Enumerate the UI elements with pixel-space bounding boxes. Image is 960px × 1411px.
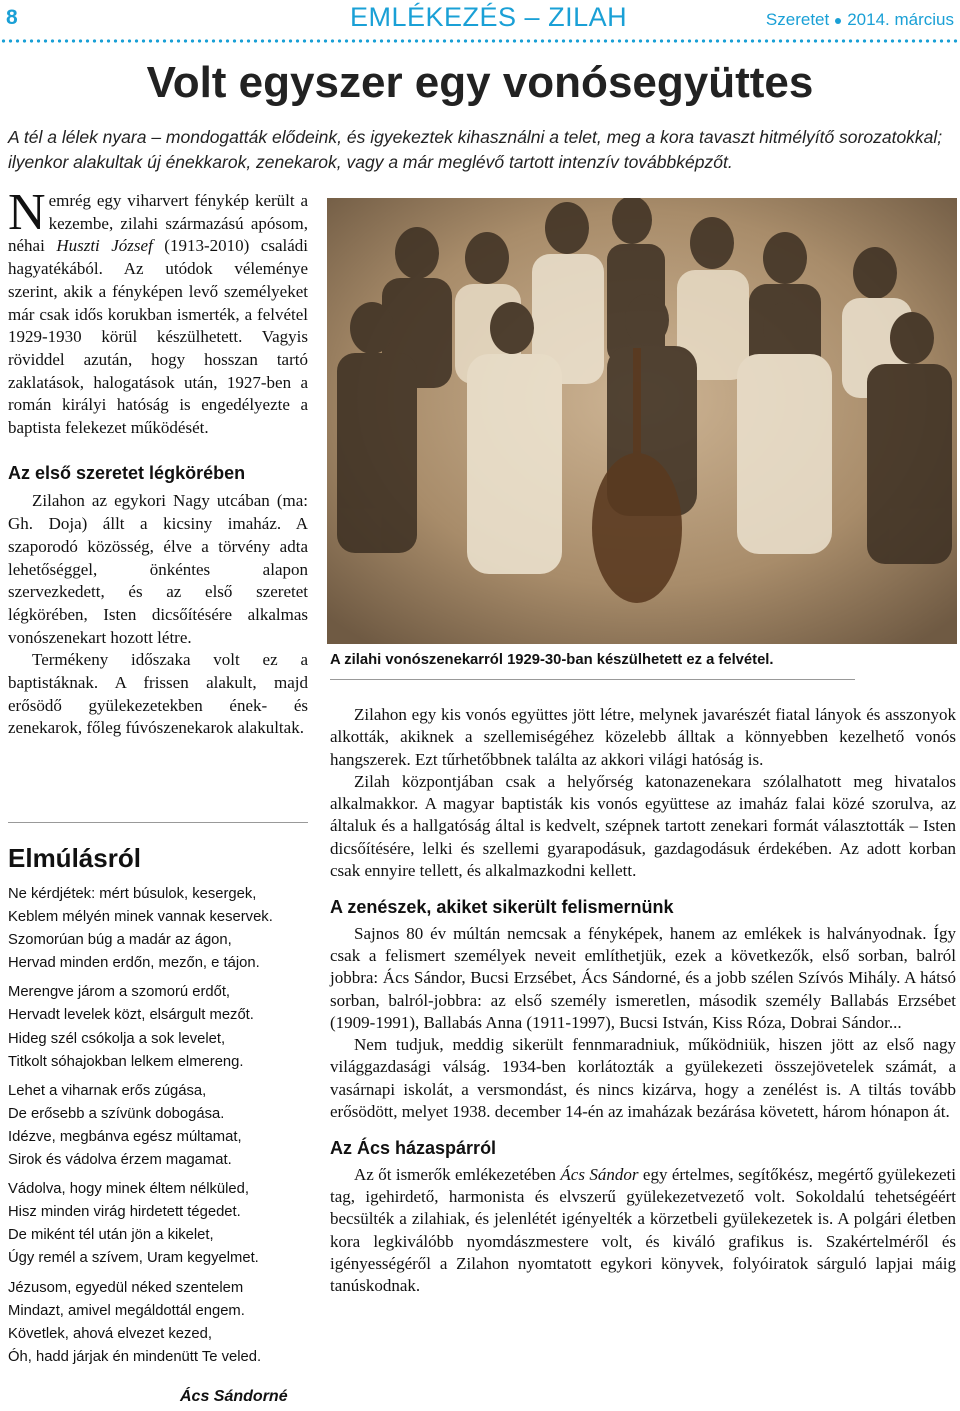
dotted-divider: [0, 39, 960, 43]
poem-line: Merengve járom a szomorú erdőt,: [8, 984, 231, 1001]
subheading: Az első szeretet légkörében: [8, 462, 246, 483]
photo-image: [327, 198, 957, 644]
historic-photo: [327, 198, 957, 644]
poem-line: Hervad minden erdőn, mezőn, e tájon.: [8, 955, 260, 972]
subheading: A zenészek, akiket sikerült felismernünk: [330, 897, 674, 918]
page-header: [0, 0, 960, 40]
poem-line: Követlek, ahová elvezet kezed,: [8, 1325, 212, 1342]
poem-line: Idézve, megbánva egész múltamat,: [8, 1128, 242, 1145]
section-title: EMLÉKEZÉS – ZILAH: [350, 2, 628, 32]
page-number: 8: [6, 6, 18, 29]
poem-line: Sirok és vádolva érzem magamat.: [8, 1152, 232, 1169]
poem-stanza: [8, 883, 308, 975]
drop-cap: N: [8, 184, 46, 241]
poem-line: Szomorúan búg a madár az ágon,: [8, 932, 232, 949]
article-lead: [8, 125, 953, 175]
paragraph: Zilah központjában csak a helyőrség katonazenekara szólalhatott meg hivatalos alkalmakkor. A magyar baptisták kis vonós együttese az imaház falai közé szorulva, az általuk és a hallgatóság által is kedvelt, szépnek tartott zenekari formát választották – Isten dicsőítésére, lelki és szellemi gyarapodásuk, gazdagodásuk érdekében. Az adott korban csak ennyire tellett, és alkalmazkodni kellett.: [330, 771, 956, 881]
poem-line: Ne kérdjétek: mért búsulok, kesergek,: [8, 886, 257, 902]
poem-stanza: [8, 1277, 308, 1369]
issue-date: 2014. március: [847, 10, 954, 29]
poem-stanza: [8, 1080, 308, 1172]
poem-stanza: [8, 981, 308, 1073]
divider: [330, 679, 855, 680]
poem-line: Óh, hadd járjak én mindenütt Te veled.: [8, 1348, 262, 1365]
poem-line: De miként tél után jön a kikelet,: [8, 1227, 214, 1244]
poem-line: Titkolt sóhajokban lelkem elmereng.: [8, 1053, 244, 1070]
poem-body: [8, 883, 308, 1375]
poem-line: Hideg szél csókolja a sok levelet,: [8, 1030, 226, 1047]
right-column: [330, 704, 956, 1297]
poem-line: Hervadt levelek közt, elsárgult mezőt.: [8, 1007, 254, 1024]
paragraph: Nemrég egy viharvert fénykép került a kezembe, zilahi származású apósom, néhai Huszti József (1913-2010) családi hagyatékából. Az utódok véleménye szerint, akik a fényképen levő személyeket már csak idős korukban ismerték, a felvétel 1929-1930 körül készülhetett. Vagyis röviddel azután, hogy hosszan tartó zaklatások, halogatások után, 1927-ben a román királyi hatóság is engedélyezte a baptista felekezet működését.: [8, 184, 308, 438]
person-name: Huszti József: [56, 236, 153, 256]
left-column: [8, 184, 308, 740]
paragraph: Zilahon az egykori Nagy utcában (ma: Gh. Doja) állt a kicsiny imaház. A szaporodó közösség, élve a törvény adta lehetőséggel, önkéntes alapon szervezkedett, és az első szeretet légkörében, Isten dicsőítésére alkalmas vonószenekart hozott létre.: [8, 491, 308, 647]
paragraph: Termékeny időszaka volt ez a baptistáknak. A frissen alakult, majd erősödő gyülekezetekben ének- és zenekarok, főleg fúvószenekarok alakultak.: [8, 650, 308, 738]
subheading: Az Ács házaspárról: [330, 1138, 497, 1159]
poem-line: Hisz minden virág hirdetett tégedet.: [8, 1204, 241, 1221]
bullet-dot-icon: [835, 18, 841, 24]
poem-line: De erősebb a szívünk dobogása.: [8, 1105, 225, 1122]
poem-stanza: [8, 1178, 308, 1270]
article-title: Volt egyszer egy vonósegyüttes: [146, 58, 814, 107]
photo-caption: A zilahi vonószenekarról 1929-30-ban készülhetett ez a felvétel.: [330, 652, 774, 668]
poem-line: Lehet a viharnak erős zúgása,: [8, 1082, 207, 1099]
poem-line: Mindazt, amivel megáldottál engem.: [8, 1302, 245, 1319]
lead-text: – mondogatták elődeink, és igyekeztek kihasználni a telet, meg a kora tavaszt hitmélyítő sorozatokkal; ilyenkor alakultak új énekkarok, zenekarok, vagy a már meglévő tartott intenzív továbbképzőt.: [8, 127, 943, 172]
magazine-name: Szeretet: [765, 10, 830, 29]
poem-title: Elmúlásról: [8, 843, 141, 873]
poem-line: Jézusom, egyedül néked szentelem: [8, 1279, 244, 1296]
poem-line: Keblem mélyén minek vannak keservek.: [8, 909, 273, 926]
issue-info: [766, 10, 954, 30]
poem-author: Ács Sándorné: [180, 1388, 288, 1405]
poem-line: Vádolva, hogy minek éltem nélküled,: [8, 1181, 249, 1198]
paragraph: Sajnos 80 év múltán nemcsak a fényképek, hanem az emlékek is halványodnak. Így csak a felismert személyek neveit említhetjük, ezek a következők, első sorban, balról jobbra: Ács Sándor, Bucsi Erzsébet, Ács Sándorné, és a jobb szélen Szívós Mihály. A hátsó sorban, balról-jobbra: az első személy ismeretlen, második személy Ballabás Erzsébet (1909-1991), Ballabás Anna (1911-1997), Bucsi István, Kiss Róza, Dobrai Sándor...: [330, 923, 956, 1032]
paragraph: Az őt ismerők emlékezetében Ács Sándor egy értelmes, segítőkész, megértő gyülekezeti tag, igehirdető, harmonista és elvszerű gyülekezetvezető volt. Sokoldalú tehetségéért becsülték a zilahiak, és jelenlétét igényelték a körzetbeli gyülekezetek is. A polgári életben kora legkiválóbb nyomdászmestere volt, és kiváló grafikus is. Szakértelméről és igényességéről a Zilahon nyomtatott egykori könyvek, folyóiratok sárguló lapjai máig tanúskodnak.: [330, 1164, 956, 1296]
paragraph: Nem tudjuk, meddig sikerült fennmaradniuk, működniük, hiszen jött az első nagy világgazdasági válság. 1934-ben korlátozták a gyülekezeti összejövetelek számát, a vasárnapi iskolát, a versmondást, és nincs kizárva, hogy a zenélést is. A tiltás tovább erősödött, melyet 1938. december 14-én az imaházak bezárása követett, három hónapon át.: [330, 1035, 956, 1122]
person-name: Ács Sándor: [560, 1164, 639, 1184]
lead-quote: A tél a lélek nyara: [8, 127, 147, 147]
poem-line: Úgy remél a szívem, Uram kegyelmet.: [8, 1250, 259, 1267]
paragraph: Zilahon egy kis vonós együttes jött létre, melynek javarészét fiatal lányok és asszonyok alkották, akiknek a szellemiségéhez közelebb álltak a könnyebben kezelhető vonós hangszerek. Ezt tűrhetőbbnek találta az akkori világi hatóság is.: [330, 705, 956, 769]
divider: [8, 822, 308, 823]
